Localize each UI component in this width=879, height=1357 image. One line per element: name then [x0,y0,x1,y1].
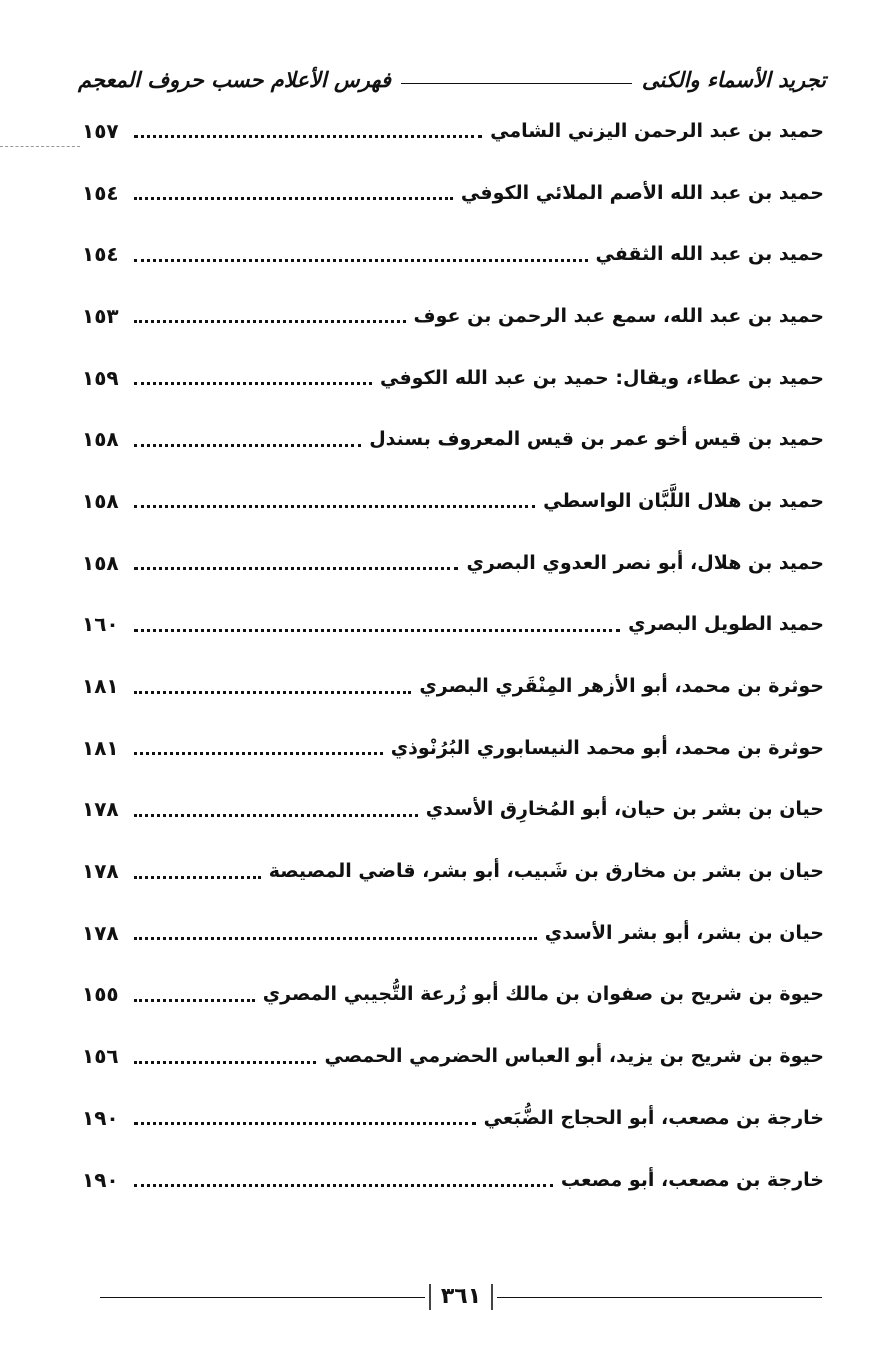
page-footer [100,1282,822,1312]
index-entry [82,100,824,162]
entry-name: خارجة بن مصعب، أبو الحجاج الضُّبَعي [483,1106,824,1129]
entry-name: حيوة بن شريح بن صفوان بن مالك أبو زُرعة التُّجيبي المصري [262,983,824,1006]
dot-leader [134,567,458,570]
dot-leader [134,814,418,817]
index-entry [82,964,824,1026]
dot-leader [134,629,620,632]
entry-page-number: ١٧٨ [82,859,119,884]
book-title: تجريد الأسماء والكنى [641,67,826,92]
entry-page-number: ١٨١ [82,735,119,760]
entry-name: حميد بن عبد الله، سمع عبد الرحمن بن عوف [413,304,824,327]
dot-leader [134,1061,316,1064]
entry-name: حيوة بن شريح بن يزيد، أبو العباس الحضرمي الحمصي [324,1045,824,1068]
index-entry [82,162,824,224]
entry-page-number: ١٦٠ [82,612,119,637]
index-entry [82,902,824,964]
index-entry [82,223,824,285]
entry-page-number: ١٥٨ [82,550,119,575]
entry-page-number: ١٥٤ [82,242,119,267]
entry-name: حيان بن بشر، أبو بشر الأسدي [544,921,824,944]
header-rule [401,83,632,84]
index-list [82,100,824,1210]
entry-name: حميد بن عبد الله الثقفي [595,243,824,266]
entry-page-number: ١٥٣ [82,303,119,328]
index-entry [82,779,824,841]
dot-leader [134,444,361,447]
entry-page-number: ١٥٧ [82,118,119,143]
entry-name: حميد بن عبد الله الأصم الملائي الكوفي [460,181,824,204]
entry-name: حميد بن عطاء، ويقال: حميد بن عبد الله الكوفي [379,366,824,389]
entry-name: حوثرة بن محمد، أبو محمد النيسابوري البُرُنْوذي [390,736,824,759]
entry-name: خارجة بن مصعب، أبو مصعب [560,1168,824,1191]
entry-page-number: ١٨١ [82,674,119,699]
entry-name: حميد بن هلال اللَّبَّان الواسطي [543,489,824,512]
dot-leader [134,937,537,940]
dot-leader [134,259,588,262]
entry-name: حيان بن بشر بن مخارق بن شَبيب، أبو بشر، قاضي المصيصة [268,860,824,883]
entry-page-number: ١٥٤ [82,180,119,205]
entry-name: حميد الطويل البصري [628,613,824,636]
dot-leader [134,505,535,508]
entry-page-number: ١٥٨ [82,427,119,452]
index-entry [82,470,824,532]
entry-page-number: ١٥٥ [82,982,119,1007]
entry-page-number: ١٩٠ [82,1105,119,1130]
entry-name: حميد بن عبد الرحمن اليزني الشامي [490,119,824,142]
dot-leader [134,1184,553,1187]
entry-page-number: ١٩٠ [82,1167,119,1192]
index-entry [82,840,824,902]
entry-name: حميد بن هلال، أبو نصر العدوي البصري [466,551,824,574]
dot-leader [134,197,453,200]
entry-page-number: ١٧٨ [82,797,119,822]
index-entry [82,594,824,656]
index-entry [82,655,824,717]
page-number: ٣٦١ [429,1284,493,1310]
entry-page-number: ١٥٦ [82,1044,119,1069]
running-header [78,52,826,92]
dot-leader [134,320,406,323]
entry-page-number: ١٥٨ [82,488,119,513]
entry-name: حيان بن بشر بن حيان، أبو المُخارِق الأسدي [425,798,824,821]
dot-leader [134,999,255,1002]
section-title: فهرس الأعلام حسب حروف المعجم [78,67,391,92]
scan-artifact-line [0,146,80,147]
entry-name: حميد بن قيس أخو عمر بن قيس المعروف بسندل [369,428,824,451]
index-entry [82,285,824,347]
entry-name: حوثرة بن محمد، أبو الأزهر المِنْقَري البصري [419,675,824,698]
index-entry [82,532,824,594]
dot-leader [134,1122,476,1125]
index-entry [82,1025,824,1087]
entry-page-number: ١٥٩ [82,365,119,390]
index-entry [82,717,824,779]
dot-leader [134,876,261,879]
dot-leader [134,691,411,694]
entry-page-number: ١٧٨ [82,920,119,945]
dot-leader [134,382,372,385]
index-entry [82,408,824,470]
dot-leader [134,135,482,138]
index-entry [82,1087,824,1149]
index-entry [82,1149,824,1211]
dot-leader [134,752,383,755]
footer-rule-right [497,1297,822,1298]
index-entry [82,347,824,409]
footer-rule-left [100,1297,425,1298]
